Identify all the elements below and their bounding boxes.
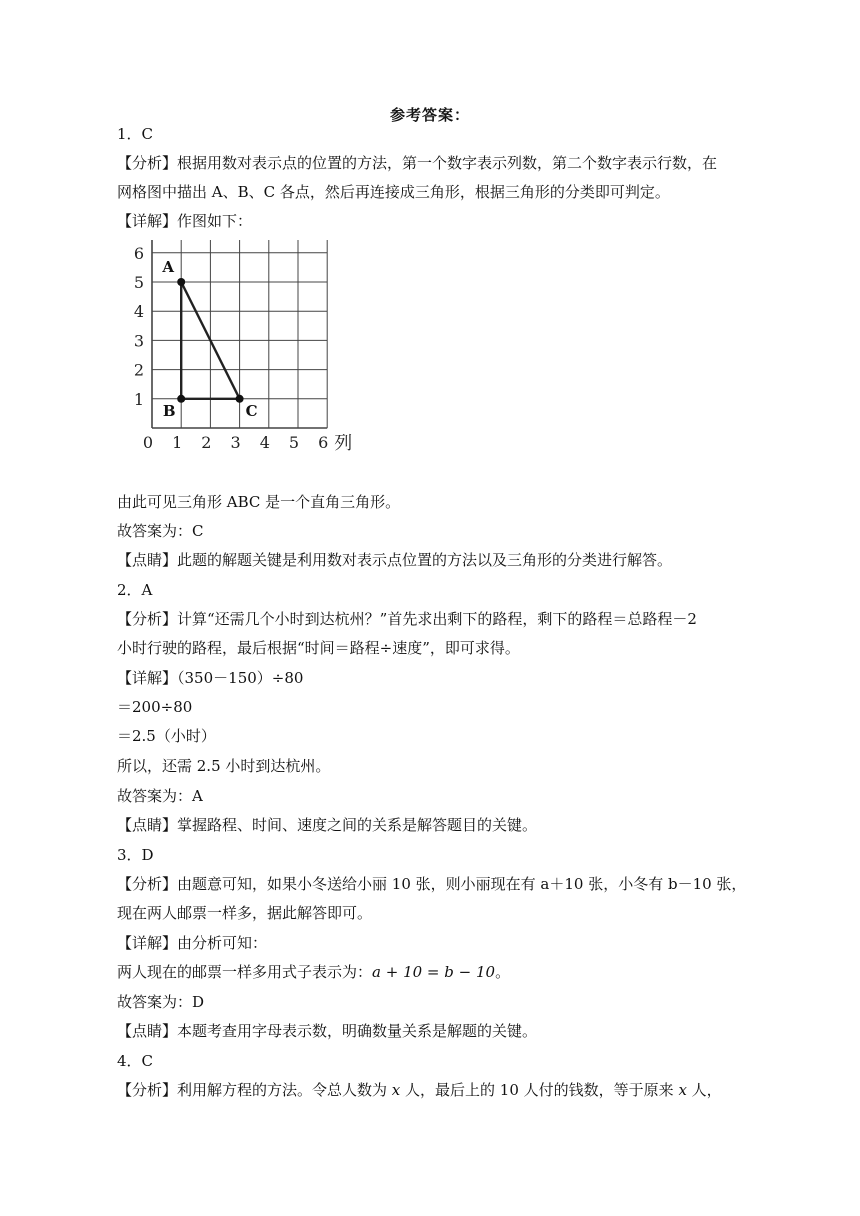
q1-comment-line — [117, 550, 757, 570]
point-label-c: C — [245, 401, 258, 420]
q3-detail-line — [117, 933, 757, 953]
q2-comment-line — [117, 815, 757, 835]
q1-detail-text: 作图如下： — [177, 212, 253, 230]
point-a — [177, 278, 185, 286]
y-axis-label: 5 — [133, 273, 145, 292]
q1-number: 1．C — [117, 125, 154, 143]
q1-analysis-text1: 根据用数对表示点的位置的方法，第一个数字表示列数，第二个数字表示行数，在 — [177, 154, 718, 172]
analysis-tag: 【分析】 — [117, 1081, 178, 1099]
q3-expr-suffix: 。 — [495, 963, 511, 981]
q1-comment-text: 此题的解题关键是利用数对表示点位置的方法以及三角形的分类进行解答。 — [177, 551, 673, 569]
q3-number: 3．D — [117, 846, 154, 864]
x-axis-label: 3 — [230, 433, 241, 452]
detail-tag: 【详解】 — [117, 934, 178, 952]
comment-tag: 【点睛】 — [117, 551, 178, 569]
q2-conclusion: 所以，还需 2.5 小时到达杭州。 — [117, 757, 331, 775]
x-axis-label: 1 — [172, 433, 183, 452]
y-axis-label: 6 — [133, 243, 145, 263]
y-axis-label: 1 — [133, 389, 145, 409]
q3-expression-line — [117, 962, 757, 982]
q2-analysis-line2: 小时行驶的路程，最后根据“时间＝路程÷速度”，即可求得。 — [117, 639, 520, 657]
q3-analysis-line2: 现在两人邮票一样多，据此解答即可。 — [117, 904, 373, 922]
q3-analysis-text1: 由题意可知，如果小冬送给小丽 10 张，则小丽现在有 a＋10 张，小冬有 b－10 张， — [177, 875, 747, 893]
x-axis-label: 6 — [318, 433, 329, 452]
detail-tag: 【详解】 — [117, 669, 178, 687]
q1-detail-line — [117, 211, 757, 231]
x-axis-label: 4 — [259, 433, 270, 452]
q4-analysis-line1 — [117, 1080, 757, 1100]
q1-analysis-line2: 网格图中描出 A、B、C 各点，然后再连接成三角形，根据三角形的分类即可判定。 — [117, 183, 670, 201]
point-b — [177, 395, 185, 403]
x-axis-label: 5 — [288, 433, 300, 452]
q2-number: 2．A — [117, 581, 153, 599]
y-axis-label: 3 — [133, 331, 145, 351]
coordinate-grid-figure — [130, 240, 370, 485]
detail-tag: 【详解】 — [117, 212, 178, 230]
q3-detail-text: 由分析可知： — [177, 934, 268, 952]
q2-detail-line2: ＝200÷80 — [117, 698, 193, 716]
q2-analysis-line1 — [117, 609, 757, 629]
y-axis-label: 4 — [133, 302, 145, 322]
x-axis-unit: 列 — [334, 433, 353, 454]
q1-analysis-line1 — [117, 153, 757, 173]
q4-var-x-2: x — [678, 1081, 687, 1099]
q2-analysis-text1: 计算“还需几个小时到达杭州？”首先求出剩下的路程，剩下的路程＝总路程－2 — [177, 610, 697, 628]
q2-detail-line1 — [117, 668, 757, 688]
q3-analysis-line1 — [117, 874, 757, 894]
point-c — [236, 395, 244, 403]
q4-var-x: x — [391, 1081, 401, 1099]
q3-equation: a + 10 = b − 10 — [372, 963, 496, 981]
q3-expr-prefix: 两人现在的邮票一样多用式子表示为： — [117, 963, 373, 981]
q1-answer: 故答案为：C — [117, 522, 204, 540]
q4-analysis-a: 利用解方程的方法。令总人数为 — [177, 1081, 392, 1099]
q2-detail-text1: （350－150）÷80 — [177, 669, 304, 687]
q2-answer: 故答案为：A — [117, 787, 203, 805]
q4-analysis-c: 人， — [686, 1081, 722, 1099]
x-axis-label: 0 — [142, 433, 154, 452]
comment-tag: 【点睛】 — [117, 1022, 178, 1040]
q3-comment-line — [117, 1021, 757, 1041]
point-label-b: B — [162, 401, 176, 420]
q1-conclusion: 由此可见三角形 ABC 是一个直角三角形。 — [117, 493, 401, 511]
analysis-tag: 【分析】 — [117, 610, 178, 628]
point-label-a: A — [162, 258, 175, 276]
analysis-tag: 【分析】 — [117, 875, 178, 893]
x-axis-label: 2 — [201, 433, 212, 452]
q3-answer: 故答案为：D — [117, 993, 205, 1011]
analysis-tag: 【分析】 — [117, 154, 178, 172]
comment-tag: 【点睛】 — [117, 816, 178, 834]
q4-number: 4．C — [117, 1052, 154, 1070]
q3-comment-text: 本题考查用字母表示数，明确数量关系是解题的关键。 — [177, 1022, 538, 1040]
q2-comment-text: 掌握路程、时间、速度之间的关系是解答题目的关键。 — [177, 816, 538, 834]
y-axis-label: 2 — [133, 360, 145, 380]
q4-analysis-b: 人，最后上的 10 人付的钱数，等于原来 — [400, 1081, 679, 1099]
q2-detail-line3: ＝2.5（小时） — [117, 727, 216, 745]
page-title: 参考答案： — [389, 106, 470, 124]
